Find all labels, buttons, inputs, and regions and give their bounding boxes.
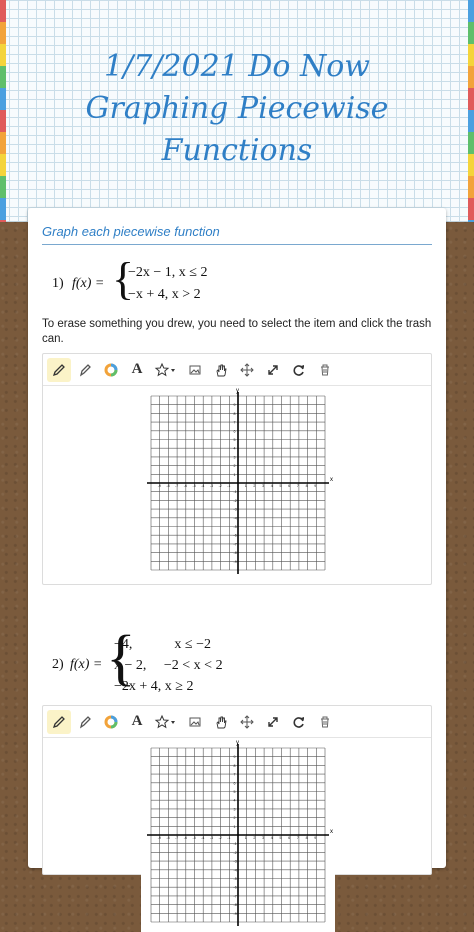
drawing-area-2[interactable] <box>42 705 432 916</box>
x-tick-label: 8 <box>305 836 308 840</box>
x-tick-label: -4 <box>201 484 205 488</box>
coordinate-grid-2[interactable] <box>141 738 335 932</box>
left-color-stripe <box>0 0 6 222</box>
x-tick-label: 3 <box>262 484 265 488</box>
x-tick-label: -2 <box>218 484 222 488</box>
x-tick-label: -7 <box>175 836 179 840</box>
worksheet-card <box>28 208 446 916</box>
pencil-icon[interactable] <box>47 710 71 734</box>
y-tick-label: 1 <box>233 472 236 477</box>
x-tick-label: 6 <box>288 836 291 840</box>
brace: { <box>106 624 136 692</box>
case-2: x − 2, −2 < x < 2 <box>114 658 223 673</box>
title-line-3: Functions <box>161 133 313 168</box>
x-tick-label: -4 <box>201 836 205 840</box>
grid-svg[interactable] <box>141 738 335 932</box>
trash-icon[interactable] <box>313 358 337 382</box>
right-color-stripe <box>468 0 474 222</box>
y-tick-label: 3 <box>233 455 236 460</box>
marker-icon[interactable] <box>73 710 97 734</box>
y-tick-label: -8 <box>233 551 237 556</box>
x-tick-label: 7 <box>296 836 299 840</box>
x-tick-label: 5 <box>279 836 282 840</box>
y-tick-label: -8 <box>233 903 237 908</box>
y-tick-label: 1 <box>233 824 236 829</box>
section-heading: Graph each piecewise function <box>42 224 432 245</box>
y-tick-label: -4 <box>233 516 237 521</box>
image-icon[interactable] <box>183 358 207 382</box>
y-tick-label: -2 <box>233 498 237 503</box>
hand-icon[interactable] <box>209 710 233 734</box>
x-tick-label: 1 <box>244 484 247 488</box>
erase-instruction: To erase something you drew, you need to select the item and click the trash can. <box>42 318 432 345</box>
y-tick-label: 2 <box>233 464 236 469</box>
drawing-toolbar <box>43 354 431 386</box>
x-tick-label: -3 <box>209 484 214 488</box>
x-tick-label: 3 <box>262 836 265 840</box>
stamp-icon[interactable] <box>151 710 181 734</box>
drawing-area-1[interactable] <box>42 353 432 585</box>
x-tick-label: 5 <box>279 484 282 488</box>
y-tick-label: 7 <box>233 420 236 425</box>
y-tick-label: -3 <box>233 859 237 864</box>
color-wheel-icon[interactable] <box>99 358 123 382</box>
x-tick-label: 4 <box>270 484 273 488</box>
x-tick-label: -5 <box>192 484 196 488</box>
y-tick-label: -5 <box>233 877 237 881</box>
y-tick-label: 4 <box>233 446 236 451</box>
y-tick-label: -2 <box>233 850 237 855</box>
function-label: f(x) = <box>72 276 105 291</box>
redo-icon[interactable] <box>287 710 311 734</box>
problem-number: 1) <box>52 276 64 291</box>
y-axis-label: y <box>236 740 239 746</box>
resize-icon[interactable] <box>261 710 285 734</box>
y-tick-label: -7 <box>233 542 237 547</box>
x-tick-label: 4 <box>270 836 273 840</box>
case-1: −4, x ≤ −2 <box>114 637 211 652</box>
problem-number: 2) <box>52 657 64 672</box>
problem-1-equation <box>42 254 228 312</box>
x-tick-label: -2 <box>218 836 222 840</box>
y-tick-label: 3 <box>233 807 236 812</box>
y-tick-label: 7 <box>233 772 236 777</box>
title-line-1: 1/7/2021 Do Now <box>104 49 370 84</box>
graph-paper-header <box>0 0 474 222</box>
case-1: −2x − 1, x ≤ 2 <box>128 265 208 280</box>
y-tick-label: 9 <box>233 403 236 408</box>
y-tick-label: 5 <box>233 790 236 794</box>
x-tick-label: -8 <box>166 484 170 488</box>
x-tick-label: 9 <box>314 484 317 488</box>
drawing-toolbar <box>43 706 431 738</box>
y-tick-label: -1 <box>233 842 237 847</box>
y-tick-label: -6 <box>233 533 237 538</box>
x-tick-label: -1 <box>227 836 231 840</box>
move-icon[interactable] <box>235 358 259 382</box>
marker-icon[interactable] <box>73 358 97 382</box>
x-tick-label: 2 <box>253 836 256 840</box>
y-tick-label: -9 <box>233 911 237 916</box>
y-tick-label: -6 <box>233 885 237 890</box>
text-icon[interactable]: A <box>131 713 143 729</box>
x-tick-label: 1 <box>244 836 247 840</box>
brace: { <box>112 253 135 304</box>
x-tick-label: 7 <box>296 484 299 488</box>
trash-icon[interactable] <box>313 710 337 734</box>
y-tick-label: 6 <box>233 429 236 434</box>
color-wheel-icon[interactable] <box>99 710 123 734</box>
page-title <box>20 46 454 172</box>
x-tick-label: -3 <box>209 836 214 840</box>
image-icon[interactable] <box>183 710 207 734</box>
problem-2-equation <box>42 623 228 699</box>
y-tick-label: -9 <box>233 559 237 564</box>
x-tick-label: 6 <box>288 484 291 488</box>
resize-icon[interactable] <box>261 358 285 382</box>
y-tick-label: 5 <box>233 438 236 442</box>
x-axis-label: x <box>330 829 333 835</box>
x-tick-label: 2 <box>253 484 256 488</box>
y-tick-label: 6 <box>233 781 236 786</box>
coordinate-grid-1[interactable] <box>141 386 335 580</box>
y-tick-label: 9 <box>233 755 236 760</box>
function-label: f(x) = <box>70 657 103 672</box>
y-tick-label: 8 <box>233 411 236 416</box>
x-tick-label: -9 <box>157 484 161 488</box>
case-2: −x + 4, x > 2 <box>128 287 201 302</box>
y-tick-label: -5 <box>233 525 237 529</box>
text-icon[interactable]: A <box>131 361 143 377</box>
y-tick-label: 2 <box>233 816 236 821</box>
y-tick-label: -7 <box>233 894 237 899</box>
x-tick-label: -7 <box>175 484 179 488</box>
move-icon[interactable] <box>235 710 259 734</box>
y-tick-label: -3 <box>233 507 237 512</box>
pencil-icon[interactable] <box>47 358 71 382</box>
y-tick-label: -4 <box>233 868 237 873</box>
y-axis-label: y <box>236 388 239 394</box>
case-3: −2x + 4, x ≥ 2 <box>114 679 194 694</box>
x-axis-label: x <box>330 477 333 483</box>
y-tick-label: 8 <box>233 763 236 768</box>
title-line-2: Graphing Piecewise <box>85 91 389 126</box>
hand-icon[interactable] <box>209 358 233 382</box>
x-tick-label: 9 <box>314 836 317 840</box>
stamp-icon[interactable] <box>151 358 181 382</box>
redo-icon[interactable] <box>287 358 311 382</box>
x-tick-label: -6 <box>183 484 188 488</box>
y-tick-label: -1 <box>233 490 237 495</box>
grid-svg[interactable] <box>141 386 335 580</box>
y-tick-label: 4 <box>233 798 236 803</box>
x-tick-label: -8 <box>166 836 170 840</box>
x-tick-label: -5 <box>192 836 196 840</box>
x-tick-label: 8 <box>305 484 308 488</box>
x-tick-label: -1 <box>227 484 231 488</box>
x-tick-label: -6 <box>183 836 188 840</box>
x-tick-label: -9 <box>157 836 161 840</box>
